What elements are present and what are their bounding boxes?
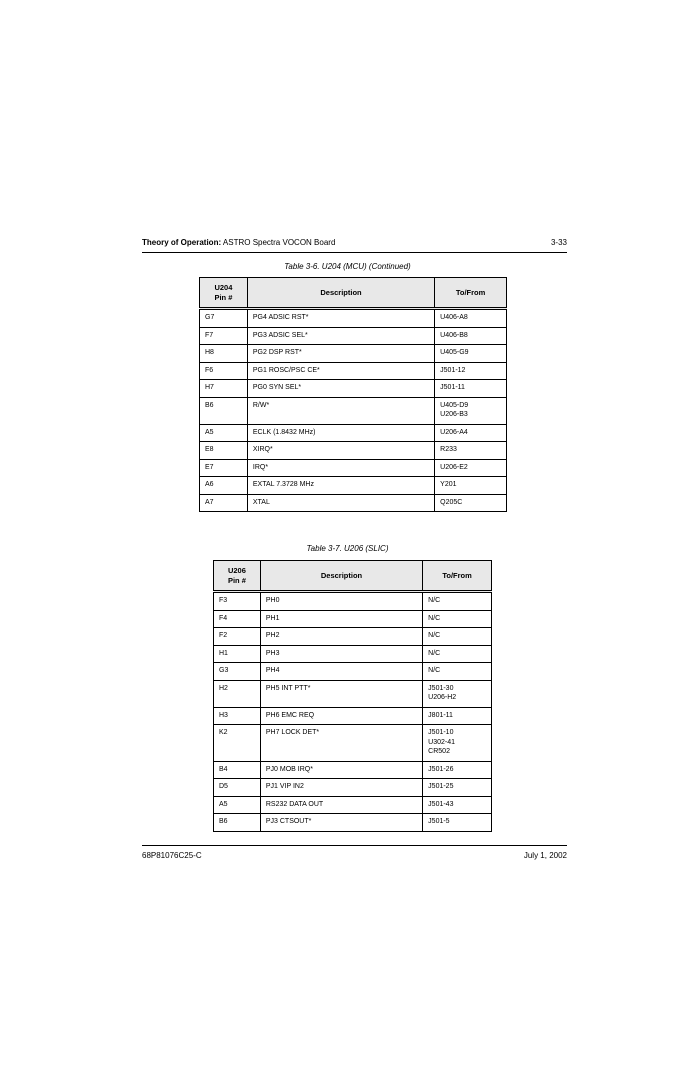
- description-cell: ECLK (1.8432 MHz): [247, 424, 434, 442]
- page-footer: [142, 851, 567, 863]
- pin-cell: G7: [200, 309, 248, 328]
- connection-ref: N/C: [428, 632, 441, 639]
- header-title: [142, 238, 335, 247]
- pin-cell: B6: [200, 397, 248, 424]
- description-cell: PJ3 CTSOUT*: [260, 814, 422, 832]
- table-3-7-body: [214, 592, 492, 832]
- description-cell: XTAL: [247, 494, 434, 512]
- connection-ref: U206-H2: [428, 694, 457, 701]
- connection-ref: J501-43: [428, 800, 454, 808]
- table-row: [200, 442, 507, 460]
- table-row: [214, 592, 492, 611]
- table-row: [214, 814, 492, 832]
- connection-ref: Y201: [440, 481, 457, 488]
- to-from-cell: [435, 442, 507, 460]
- header-page-number: 3-33: [550, 238, 567, 247]
- connection-ref: U406-A8: [440, 314, 468, 321]
- pin-header-line2: Pin #: [227, 575, 246, 585]
- pin-cell: F7: [200, 327, 248, 345]
- table-row: [214, 725, 492, 762]
- description-cell: PJ1 VIP IN2: [260, 779, 422, 797]
- pin-cell: B6: [214, 814, 261, 832]
- to-from-cell: [423, 796, 492, 814]
- description-cell: R/W*: [247, 397, 434, 424]
- table-row: [200, 494, 507, 512]
- description-cell: PH0: [260, 592, 422, 611]
- table-row: [214, 796, 492, 814]
- description-cell: PH4: [260, 663, 422, 681]
- connection-ref: N/C: [428, 667, 441, 674]
- description-cell: PG3 ADSIC SEL*: [247, 327, 434, 345]
- table-row: [214, 761, 492, 779]
- to-from-cell: [435, 459, 507, 477]
- table-row: [214, 707, 492, 725]
- table-row: [200, 477, 507, 495]
- to-from-cell: [423, 814, 492, 832]
- description-cell: RS232 DATA OUT: [260, 796, 422, 814]
- to-from-cell: [435, 345, 507, 363]
- description-cell: PJ0 MOB IRQ*: [260, 761, 422, 779]
- to-from-cell: [435, 309, 507, 328]
- connection-ref: R233: [440, 446, 457, 453]
- to-from-cell: [435, 397, 507, 424]
- table-row: [214, 779, 492, 797]
- description-cell: PH2: [260, 628, 422, 646]
- to-from-column-header: To/From: [423, 561, 492, 592]
- pin-cell: F4: [214, 610, 261, 628]
- table-3-7: [213, 560, 492, 832]
- description-cell: XIRQ*: [247, 442, 434, 460]
- footer-rule: [142, 845, 567, 846]
- pin-cell: G3: [214, 663, 261, 681]
- table-row: [200, 397, 507, 424]
- connection-ref: U206-A4: [440, 428, 468, 436]
- connection-ref: J501-10: [428, 729, 454, 736]
- pin-cell: D5: [214, 779, 261, 797]
- to-from-cell: [423, 725, 492, 762]
- to-from-column-header: To/From: [435, 278, 507, 309]
- to-from-cell: [435, 362, 507, 380]
- description-cell: EXTAL 7.3728 MHz: [247, 477, 434, 495]
- table-row: [214, 645, 492, 663]
- description-cell: PH6 EMC REQ: [260, 707, 422, 725]
- pin-column-header: [214, 561, 261, 592]
- pin-header-line2: Pin #: [214, 292, 233, 302]
- pin-cell: F6: [200, 362, 248, 380]
- pin-cell: E7: [200, 459, 248, 477]
- connection-ref: J801-11: [428, 711, 453, 719]
- pin-cell: A5: [214, 796, 261, 814]
- connection-ref: U206-B3: [440, 411, 468, 418]
- table-row: [214, 663, 492, 681]
- table-row: [200, 345, 507, 363]
- pin-cell: A7: [200, 494, 248, 512]
- table-3-6-caption: Table 3-6. U204 (MCU) (Continued): [284, 262, 411, 271]
- table-row: [214, 680, 492, 707]
- description-cell: PG2 DSP RST*: [247, 345, 434, 363]
- connection-ref: U206-E2: [440, 463, 468, 471]
- to-from-cell: [435, 424, 507, 442]
- pin-cell: F3: [214, 592, 261, 611]
- description-cell: PG4 ADSIC RST*: [247, 309, 434, 328]
- to-from-cell: [423, 645, 492, 663]
- pin-cell: H7: [200, 380, 248, 398]
- to-from-cell: [423, 592, 492, 611]
- connection-ref: J501-11: [440, 384, 465, 391]
- connection-ref: U302-41: [428, 738, 456, 746]
- connection-ref: U405-G9: [440, 349, 469, 356]
- to-from-cell: [435, 327, 507, 345]
- pin-cell: H8: [200, 345, 248, 363]
- to-from-cell: [423, 761, 492, 779]
- table-3-7-caption: Table 3-7. U206 (SLIC): [306, 544, 389, 553]
- to-from-cell: [423, 680, 492, 707]
- header-document-title: ASTRO Spectra VOCON Board: [221, 238, 336, 247]
- to-from-cell: [435, 494, 507, 512]
- to-from-cell: [423, 779, 492, 797]
- connection-ref: N/C: [428, 597, 441, 604]
- table-3-6-body: [200, 309, 507, 512]
- description-cell: PH3: [260, 645, 422, 663]
- document-number: 68P81076C25-C: [142, 851, 202, 860]
- to-from-cell: [423, 663, 492, 681]
- page-header: [142, 238, 567, 252]
- pin-cell: H3: [214, 707, 261, 725]
- description-column-header: Description: [260, 561, 422, 592]
- pin-cell: H1: [214, 645, 261, 663]
- to-from-cell: [435, 380, 507, 398]
- publication-date: July 1, 2002: [523, 851, 567, 860]
- pin-header-line1: U206: [227, 565, 246, 575]
- pin-cell: A6: [200, 477, 248, 495]
- connection-ref: Q205C: [440, 498, 463, 506]
- to-from-cell: [423, 628, 492, 646]
- connection-ref: N/C: [428, 614, 441, 622]
- pin-cell: E8: [200, 442, 248, 460]
- table-3-6: [199, 277, 507, 512]
- connection-ref: J501-25: [428, 783, 454, 790]
- description-cell: IRQ*: [247, 459, 434, 477]
- description-cell: PH5 INT PTT*: [260, 680, 422, 707]
- connection-ref: J501-26: [428, 765, 454, 773]
- header-section-label: Theory of Operation:: [142, 238, 222, 247]
- pin-column-header: [200, 278, 248, 309]
- description-cell: PH1: [260, 610, 422, 628]
- to-from-cell: [423, 610, 492, 628]
- pin-cell: A5: [200, 424, 248, 442]
- connection-ref: U405-D9: [440, 401, 469, 409]
- description-cell: PG1 ROSC/PSC CE*: [247, 362, 434, 380]
- pin-header-line1: U204: [214, 282, 233, 292]
- connection-ref: N/C: [428, 649, 441, 657]
- description-column-header: Description: [247, 278, 434, 309]
- table-row: [214, 610, 492, 628]
- connection-ref: J501-30: [428, 684, 454, 692]
- pin-cell: B4: [214, 761, 261, 779]
- table-row: [214, 628, 492, 646]
- table-row: [200, 362, 507, 380]
- connection-ref: J501-12: [440, 366, 466, 374]
- table-row: [200, 380, 507, 398]
- pin-cell: K2: [214, 725, 261, 762]
- header-rule: [142, 252, 567, 253]
- to-from-cell: [435, 477, 507, 495]
- to-from-cell: [423, 707, 492, 725]
- connection-ref: U406-B8: [440, 331, 468, 339]
- table-row: [200, 459, 507, 477]
- connection-ref: J501-5: [428, 818, 450, 825]
- pin-cell: H2: [214, 680, 261, 707]
- table-row: [200, 327, 507, 345]
- description-cell: PG0 SYN SEL*: [247, 380, 434, 398]
- pin-cell: F2: [214, 628, 261, 646]
- table-row: [200, 309, 507, 328]
- table-row: [200, 424, 507, 442]
- connection-ref: CR502: [428, 748, 450, 755]
- description-cell: PH7 LOCK DET*: [260, 725, 422, 762]
